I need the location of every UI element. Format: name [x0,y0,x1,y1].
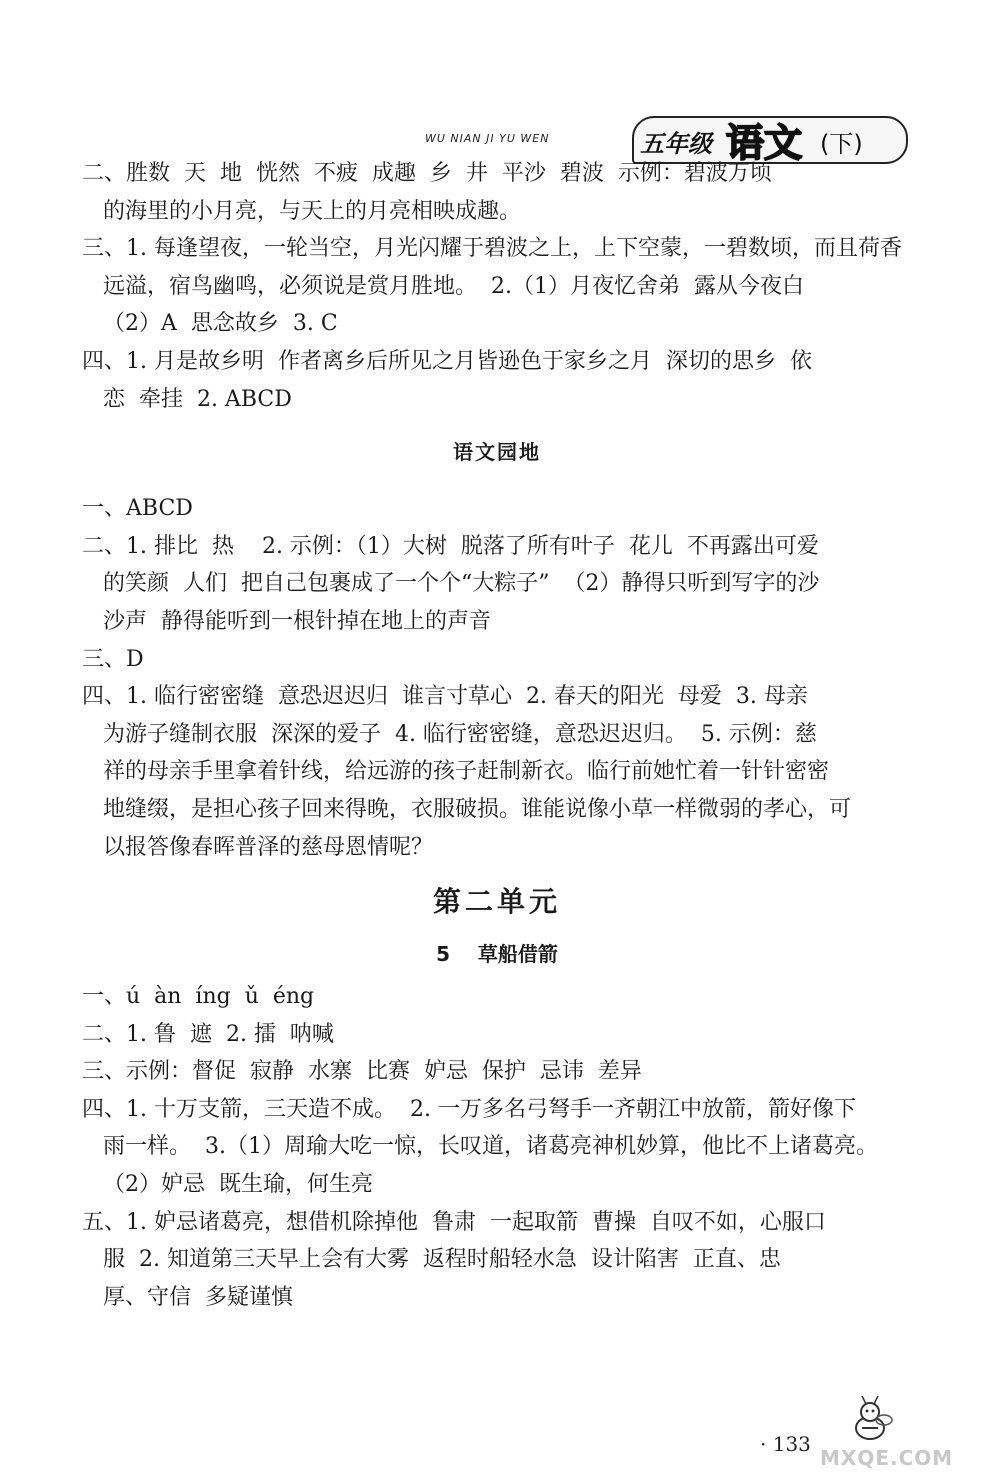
answer-line: 雨一样。 3.（1）周瑜大吃一惊，长叹道，诸葛亮神机妙算，他比不上诸葛亮。 [82,1134,878,1160]
unit-heading: 第二单元 [432,885,561,919]
answer-line: 的海里的小月亮，与天上的月亮相映成趣。 [82,198,521,224]
answer-line: 三、D [82,646,144,672]
section-a [82,155,912,418]
header-subject: 语文 [726,121,803,165]
answer-line: 远溢，宿鸟幽鸣，必须说是赏月胜地。 2.（1）月夜忆舍弟 露从今夜白 [82,273,804,299]
page-number: · 133 [760,1432,811,1456]
answer-line: （2）妒忌 既生瑜，何生亮 [82,1172,373,1198]
section-heading-yuwen-yuandi: 语文园地 [453,440,541,465]
answer-content [82,155,912,1316]
section-c [82,978,912,1316]
answer-line: 沙声 静得能听到一根针掉在地上的声音 [82,608,491,634]
answer-line: 二、1. 排比 热 2. 示例：（1）大树 脱落了所有叶子 花儿 不再露出可爱 [82,533,819,559]
answer-line: 二、1. 鲁 遮 2. 擂 呐喊 [82,1021,334,1047]
answer-line: 四、1. 临行密密缝 意恐迟迟归 谁言寸草心 2. 春天的阳光 母爱 3. 母亲 [82,684,808,710]
answer-line: 一、ú àn íng ǔ éng [82,984,315,1010]
answer-line: 二、胜数 天 地 恍然 不疲 成趣 乡 井 平沙 碧波 示例：碧波万顷 [82,161,772,186]
answer-line: 四、1. 十万支箭，三天造不成。 2. 一万多名弓弩手一齐朝江中放箭，箭好像下 [82,1096,856,1122]
answer-line: 祥的母亲手里拿着针线，给远游的孩子赶制新衣。临行前她忙着一针针密密 [82,759,829,785]
answer-line: 三、示例：督促 寂静 水寨 比赛 妒忌 保护 忌讳 差异 [82,1059,642,1085]
answer-line: 以报答像春晖普泽的慈母恩情呢？ [82,834,433,860]
answer-line: 服 2. 知道第三天早上会有大雾 返程时船轻水急 设计陷害 正直、忠 [82,1247,781,1273]
header-volume: (下) [820,130,863,158]
header-grade: 五年级 [640,130,712,158]
bee-mascot-icon [840,1392,900,1452]
header-pinyin: WU NIAN JI YU WEN [425,132,550,145]
answer-line: 为游子缝制衣服 深深的爱子 4. 临行密密缝，意恐迟迟归。 5. 示例：慈 [82,721,817,747]
answer-line: 地缝缀，是担心孩子回来得晚，衣服破损。谁能说像小草一样微弱的孝心，可 [82,796,851,822]
watermark: MXQE.COM [820,1446,954,1470]
answer-line: 厚、守信 多疑谨慎 [82,1284,293,1310]
answer-line: 五、1. 妒忌诸葛亮，想借机除掉他 鲁肃 一起取箭 曹操 自叹不如，心服口 [82,1209,826,1235]
page-footer [760,1432,811,1456]
answer-line: 恋 牵挂 2. ABCD [82,386,292,412]
answer-line: 的笑颜 人们 把自己包裹成了一个个“大粽子” （2）静得只听到写字的沙 [82,571,820,597]
answer-line: 一、ABCD [82,496,193,522]
answer-line: 三、1. 每逢望夜，一轮当空，月光闪耀于碧波之上，上下空蒙，一碧数顷，而且荷香 [82,236,902,262]
answer-line: 四、1. 月是故乡明 作者离乡后所见之月皆逊色于家乡之月 深切的思乡 依 [82,348,812,374]
section-b [82,490,912,866]
answer-line: （2）A 思念故乡 3. C [82,311,338,337]
lesson-heading: 5 草船借箭 [436,942,558,967]
